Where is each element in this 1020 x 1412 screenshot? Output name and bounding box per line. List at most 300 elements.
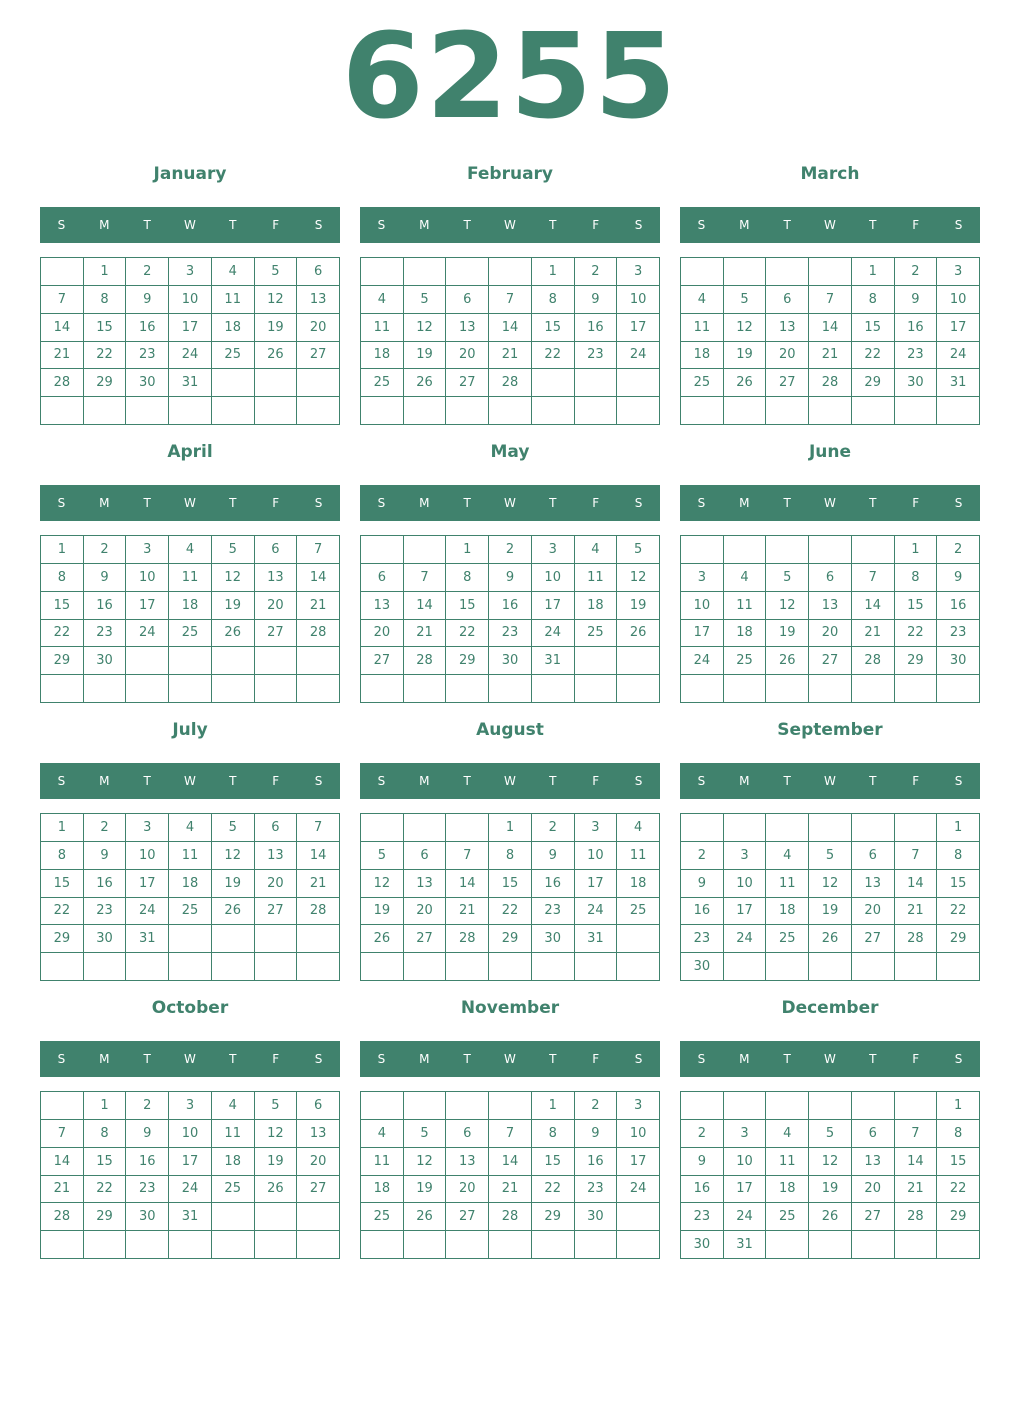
empty-day-cell — [532, 675, 575, 703]
empty-day-cell — [532, 369, 575, 397]
day-cell: 5 — [212, 536, 255, 564]
empty-day-cell — [852, 397, 895, 425]
empty-day-cell — [724, 953, 767, 981]
weekday-label: T — [869, 1052, 877, 1066]
day-cell: 12 — [766, 592, 809, 620]
empty-day-cell — [766, 953, 809, 981]
weekday-label: F — [912, 496, 920, 510]
day-cell: 4 — [681, 286, 724, 314]
day-cell: 20 — [809, 620, 852, 648]
day-cell: 25 — [617, 898, 660, 926]
empty-day-cell — [617, 369, 660, 397]
day-cell: 9 — [681, 1148, 724, 1176]
day-cell: 25 — [212, 342, 255, 370]
day-cell: 3 — [724, 1120, 767, 1148]
weekday-label: S — [314, 774, 323, 788]
day-cell: 3 — [681, 564, 724, 592]
day-cell: 18 — [681, 342, 724, 370]
day-grid — [40, 813, 340, 981]
empty-day-cell — [361, 814, 404, 842]
day-cell: 15 — [41, 870, 84, 898]
day-cell: 24 — [617, 342, 660, 370]
day-cell: 9 — [532, 842, 575, 870]
day-cell: 27 — [255, 620, 298, 648]
day-cell: 18 — [169, 870, 212, 898]
day-cell: 8 — [532, 1120, 575, 1148]
weekday-label: S — [57, 496, 66, 510]
empty-day-cell — [766, 397, 809, 425]
day-cell: 30 — [126, 369, 169, 397]
empty-day-cell — [169, 953, 212, 981]
day-cell: 17 — [937, 314, 980, 342]
day-cell: 14 — [489, 1148, 532, 1176]
day-cell: 10 — [724, 1148, 767, 1176]
day-cell: 8 — [532, 286, 575, 314]
day-cell: 18 — [766, 1176, 809, 1204]
weekday-header — [40, 485, 340, 521]
empty-day-cell — [809, 675, 852, 703]
day-cell: 9 — [937, 564, 980, 592]
day-cell: 24 — [532, 620, 575, 648]
day-cell: 27 — [404, 925, 447, 953]
day-cell: 25 — [361, 1203, 404, 1231]
day-cell: 6 — [404, 842, 447, 870]
day-cell: 26 — [404, 369, 447, 397]
day-cell: 25 — [169, 898, 212, 926]
day-cell: 5 — [361, 842, 404, 870]
empty-day-cell — [297, 369, 340, 397]
day-cell: 22 — [895, 620, 938, 648]
day-cell: 10 — [126, 564, 169, 592]
day-cell: 1 — [41, 814, 84, 842]
empty-day-cell — [532, 953, 575, 981]
day-cell: 8 — [41, 564, 84, 592]
weekday-label: W — [184, 218, 196, 232]
day-cell: 20 — [766, 342, 809, 370]
empty-day-cell — [212, 675, 255, 703]
day-cell: 7 — [404, 564, 447, 592]
day-cell: 21 — [41, 342, 84, 370]
empty-day-cell — [126, 953, 169, 981]
day-cell: 8 — [937, 842, 980, 870]
day-cell: 2 — [126, 1092, 169, 1120]
weekday-label: S — [377, 1052, 386, 1066]
day-cell: 29 — [852, 369, 895, 397]
weekday-label: S — [634, 218, 643, 232]
day-cell: 2 — [575, 258, 618, 286]
month-october — [40, 994, 340, 1272]
day-cell: 27 — [766, 369, 809, 397]
day-cell: 3 — [617, 1092, 660, 1120]
day-cell: 25 — [766, 925, 809, 953]
weekday-label: F — [592, 1052, 600, 1066]
day-cell: 10 — [617, 1120, 660, 1148]
day-cell: 24 — [575, 898, 618, 926]
day-cell: 28 — [297, 898, 340, 926]
day-cell: 16 — [895, 314, 938, 342]
day-cell: 19 — [212, 870, 255, 898]
empty-day-cell — [212, 953, 255, 981]
day-cell: 8 — [84, 286, 127, 314]
weekday-label: T — [783, 1052, 791, 1066]
day-cell: 25 — [724, 647, 767, 675]
day-cell: 1 — [532, 258, 575, 286]
empty-day-cell — [617, 953, 660, 981]
day-cell: 30 — [84, 925, 127, 953]
day-cell: 31 — [126, 925, 169, 953]
day-cell: 14 — [446, 870, 489, 898]
day-cell: 20 — [404, 898, 447, 926]
day-cell: 26 — [809, 1203, 852, 1231]
weekday-label: M — [739, 218, 750, 232]
day-cell: 10 — [169, 286, 212, 314]
weekday-label: T — [549, 496, 557, 510]
day-cell: 30 — [895, 369, 938, 397]
weekday-label: S — [57, 774, 66, 788]
day-cell: 2 — [575, 1092, 618, 1120]
day-cell: 22 — [532, 1176, 575, 1204]
day-cell: 12 — [617, 564, 660, 592]
day-cell: 26 — [212, 620, 255, 648]
day-cell: 13 — [446, 314, 489, 342]
empty-day-cell — [724, 536, 767, 564]
day-grid — [360, 257, 660, 425]
day-grid — [360, 813, 660, 981]
day-cell: 2 — [84, 536, 127, 564]
empty-day-cell — [937, 675, 980, 703]
day-cell: 16 — [575, 1148, 618, 1176]
empty-day-cell — [361, 536, 404, 564]
day-cell: 26 — [404, 1203, 447, 1231]
day-cell: 15 — [532, 1148, 575, 1176]
empty-day-cell — [255, 369, 298, 397]
day-cell: 9 — [895, 286, 938, 314]
day-cell: 13 — [809, 592, 852, 620]
empty-day-cell — [617, 925, 660, 953]
day-cell: 31 — [724, 1231, 767, 1259]
day-cell: 10 — [532, 564, 575, 592]
empty-day-cell — [404, 1092, 447, 1120]
empty-day-cell — [404, 258, 447, 286]
day-cell: 5 — [212, 814, 255, 842]
day-cell: 18 — [361, 1176, 404, 1204]
empty-day-cell — [895, 397, 938, 425]
day-cell: 28 — [41, 1203, 84, 1231]
weekday-label: F — [272, 218, 280, 232]
day-cell: 6 — [852, 1120, 895, 1148]
empty-day-cell — [724, 1092, 767, 1120]
empty-day-cell — [126, 647, 169, 675]
day-cell: 1 — [41, 536, 84, 564]
day-cell: 17 — [169, 1148, 212, 1176]
weekday-label: S — [634, 496, 643, 510]
day-cell: 21 — [895, 898, 938, 926]
empty-day-cell — [809, 1231, 852, 1259]
day-cell: 24 — [169, 1176, 212, 1204]
day-cell: 4 — [212, 1092, 255, 1120]
day-cell: 22 — [446, 620, 489, 648]
empty-day-cell — [895, 675, 938, 703]
weekday-label: F — [272, 774, 280, 788]
day-cell: 16 — [84, 870, 127, 898]
day-cell: 9 — [575, 286, 618, 314]
weekday-label: F — [592, 496, 600, 510]
empty-day-cell — [297, 647, 340, 675]
empty-day-cell — [297, 1231, 340, 1259]
day-cell: 19 — [809, 1176, 852, 1204]
day-cell: 2 — [532, 814, 575, 842]
day-cell: 5 — [724, 286, 767, 314]
weekday-header — [360, 485, 660, 521]
day-grid — [40, 1091, 340, 1259]
day-cell: 24 — [681, 647, 724, 675]
day-cell: 11 — [681, 314, 724, 342]
day-cell: 26 — [724, 369, 767, 397]
day-cell: 6 — [255, 814, 298, 842]
empty-day-cell — [809, 953, 852, 981]
empty-day-cell — [169, 1231, 212, 1259]
day-cell: 21 — [895, 1176, 938, 1204]
day-cell: 19 — [255, 1148, 298, 1176]
day-cell: 11 — [724, 592, 767, 620]
day-cell: 24 — [724, 925, 767, 953]
day-cell: 21 — [489, 342, 532, 370]
day-cell: 22 — [937, 898, 980, 926]
day-cell: 3 — [724, 842, 767, 870]
day-cell: 27 — [297, 342, 340, 370]
day-cell: 23 — [84, 620, 127, 648]
empty-day-cell — [361, 397, 404, 425]
day-cell: 14 — [41, 314, 84, 342]
weekday-label: W — [184, 1052, 196, 1066]
empty-day-cell — [681, 536, 724, 564]
day-cell: 20 — [852, 1176, 895, 1204]
day-cell: 15 — [937, 870, 980, 898]
empty-day-cell — [169, 925, 212, 953]
month-august — [360, 716, 660, 994]
day-cell: 7 — [489, 286, 532, 314]
weekday-label: W — [504, 1052, 516, 1066]
empty-day-cell — [575, 647, 618, 675]
day-cell: 1 — [532, 1092, 575, 1120]
day-cell: 5 — [404, 286, 447, 314]
day-cell: 3 — [126, 536, 169, 564]
day-cell: 31 — [169, 369, 212, 397]
empty-day-cell — [255, 647, 298, 675]
day-cell: 23 — [681, 925, 724, 953]
day-cell: 2 — [126, 258, 169, 286]
empty-day-cell — [446, 814, 489, 842]
day-cell: 11 — [212, 1120, 255, 1148]
day-cell: 4 — [766, 1120, 809, 1148]
day-cell: 25 — [575, 620, 618, 648]
day-cell: 6 — [852, 842, 895, 870]
empty-day-cell — [41, 1231, 84, 1259]
day-cell: 22 — [41, 620, 84, 648]
day-cell: 22 — [852, 342, 895, 370]
day-cell: 15 — [895, 592, 938, 620]
day-cell: 4 — [169, 814, 212, 842]
empty-day-cell — [489, 1231, 532, 1259]
day-cell: 23 — [532, 898, 575, 926]
day-cell: 7 — [297, 814, 340, 842]
empty-day-cell — [809, 814, 852, 842]
day-cell: 8 — [446, 564, 489, 592]
weekday-label: F — [272, 1052, 280, 1066]
day-cell: 4 — [212, 258, 255, 286]
day-cell: 20 — [361, 620, 404, 648]
day-cell: 9 — [489, 564, 532, 592]
empty-day-cell — [41, 675, 84, 703]
day-cell: 4 — [361, 1120, 404, 1148]
day-cell: 17 — [575, 870, 618, 898]
day-cell: 19 — [724, 342, 767, 370]
empty-day-cell — [84, 953, 127, 981]
empty-day-cell — [41, 258, 84, 286]
day-cell: 28 — [895, 925, 938, 953]
day-cell: 10 — [575, 842, 618, 870]
empty-day-cell — [404, 814, 447, 842]
day-cell: 27 — [297, 1176, 340, 1204]
day-cell: 6 — [297, 1092, 340, 1120]
empty-day-cell — [446, 397, 489, 425]
month-name: November — [460, 998, 560, 1018]
day-cell: 7 — [895, 1120, 938, 1148]
empty-day-cell — [617, 675, 660, 703]
weekday-label: W — [504, 774, 516, 788]
weekday-label: W — [184, 496, 196, 510]
weekday-label: W — [824, 496, 836, 510]
weekday-label: T — [869, 496, 877, 510]
weekday-label: S — [314, 1052, 323, 1066]
day-cell: 11 — [212, 286, 255, 314]
weekday-label: T — [143, 1052, 151, 1066]
day-cell: 28 — [489, 369, 532, 397]
day-grid — [360, 1091, 660, 1259]
empty-day-cell — [766, 258, 809, 286]
day-cell: 30 — [489, 647, 532, 675]
empty-day-cell — [84, 397, 127, 425]
month-name: December — [781, 998, 879, 1018]
weekday-label: W — [504, 218, 516, 232]
weekday-label: T — [783, 496, 791, 510]
day-cell: 14 — [297, 842, 340, 870]
day-cell: 13 — [297, 286, 340, 314]
day-cell: 17 — [724, 1176, 767, 1204]
day-cell: 27 — [852, 1203, 895, 1231]
day-cell: 4 — [575, 536, 618, 564]
day-cell: 11 — [361, 314, 404, 342]
day-cell: 13 — [255, 564, 298, 592]
weekday-label: T — [143, 774, 151, 788]
weekday-label: M — [99, 774, 110, 788]
day-cell: 13 — [361, 592, 404, 620]
empty-day-cell — [809, 1092, 852, 1120]
day-cell: 16 — [681, 898, 724, 926]
weekday-label: S — [634, 774, 643, 788]
weekday-label: T — [869, 774, 877, 788]
day-cell: 20 — [297, 1148, 340, 1176]
day-cell: 18 — [212, 1148, 255, 1176]
empty-day-cell — [41, 397, 84, 425]
day-cell: 10 — [617, 286, 660, 314]
weekday-label: S — [57, 218, 66, 232]
day-cell: 6 — [297, 258, 340, 286]
day-cell: 23 — [575, 342, 618, 370]
day-cell: 6 — [446, 1120, 489, 1148]
weekday-label: T — [229, 218, 237, 232]
day-cell: 21 — [41, 1176, 84, 1204]
weekday-label: M — [739, 1052, 750, 1066]
day-cell: 29 — [489, 925, 532, 953]
day-cell: 15 — [532, 314, 575, 342]
day-cell: 20 — [446, 1176, 489, 1204]
day-cell: 14 — [895, 1148, 938, 1176]
day-cell: 31 — [169, 1203, 212, 1231]
empty-day-cell — [212, 369, 255, 397]
day-cell: 22 — [84, 1176, 127, 1204]
day-cell: 12 — [212, 842, 255, 870]
day-cell: 6 — [361, 564, 404, 592]
day-cell: 2 — [681, 842, 724, 870]
day-cell: 16 — [937, 592, 980, 620]
weekday-label: S — [377, 496, 386, 510]
day-cell: 1 — [937, 1092, 980, 1120]
empty-day-cell — [297, 953, 340, 981]
day-cell: 5 — [617, 536, 660, 564]
day-cell: 17 — [617, 314, 660, 342]
day-cell: 10 — [169, 1120, 212, 1148]
empty-day-cell — [852, 1231, 895, 1259]
day-cell: 29 — [937, 1203, 980, 1231]
day-cell: 20 — [255, 592, 298, 620]
day-cell: 29 — [446, 647, 489, 675]
weekday-label: T — [143, 218, 151, 232]
empty-day-cell — [212, 1231, 255, 1259]
day-cell: 30 — [126, 1203, 169, 1231]
day-cell: 7 — [895, 842, 938, 870]
weekday-header — [40, 207, 340, 243]
empty-day-cell — [681, 675, 724, 703]
day-cell: 1 — [489, 814, 532, 842]
empty-day-cell — [937, 1231, 980, 1259]
months-grid — [40, 160, 980, 1272]
day-cell: 19 — [361, 898, 404, 926]
empty-day-cell — [575, 953, 618, 981]
day-cell: 28 — [489, 1203, 532, 1231]
day-cell: 28 — [895, 1203, 938, 1231]
month-name: October — [151, 998, 229, 1018]
day-cell: 15 — [852, 314, 895, 342]
day-cell: 10 — [681, 592, 724, 620]
day-cell: 21 — [809, 342, 852, 370]
empty-day-cell — [489, 397, 532, 425]
day-cell: 3 — [575, 814, 618, 842]
day-cell: 4 — [361, 286, 404, 314]
weekday-header — [680, 763, 980, 799]
day-cell: 17 — [126, 592, 169, 620]
day-cell: 18 — [766, 898, 809, 926]
day-cell: 29 — [41, 647, 84, 675]
day-cell: 21 — [297, 870, 340, 898]
day-cell: 18 — [169, 592, 212, 620]
day-cell: 8 — [937, 1120, 980, 1148]
day-grid — [40, 535, 340, 703]
month-name: January — [153, 164, 227, 184]
day-cell: 8 — [41, 842, 84, 870]
empty-day-cell — [766, 675, 809, 703]
day-cell: 18 — [617, 870, 660, 898]
